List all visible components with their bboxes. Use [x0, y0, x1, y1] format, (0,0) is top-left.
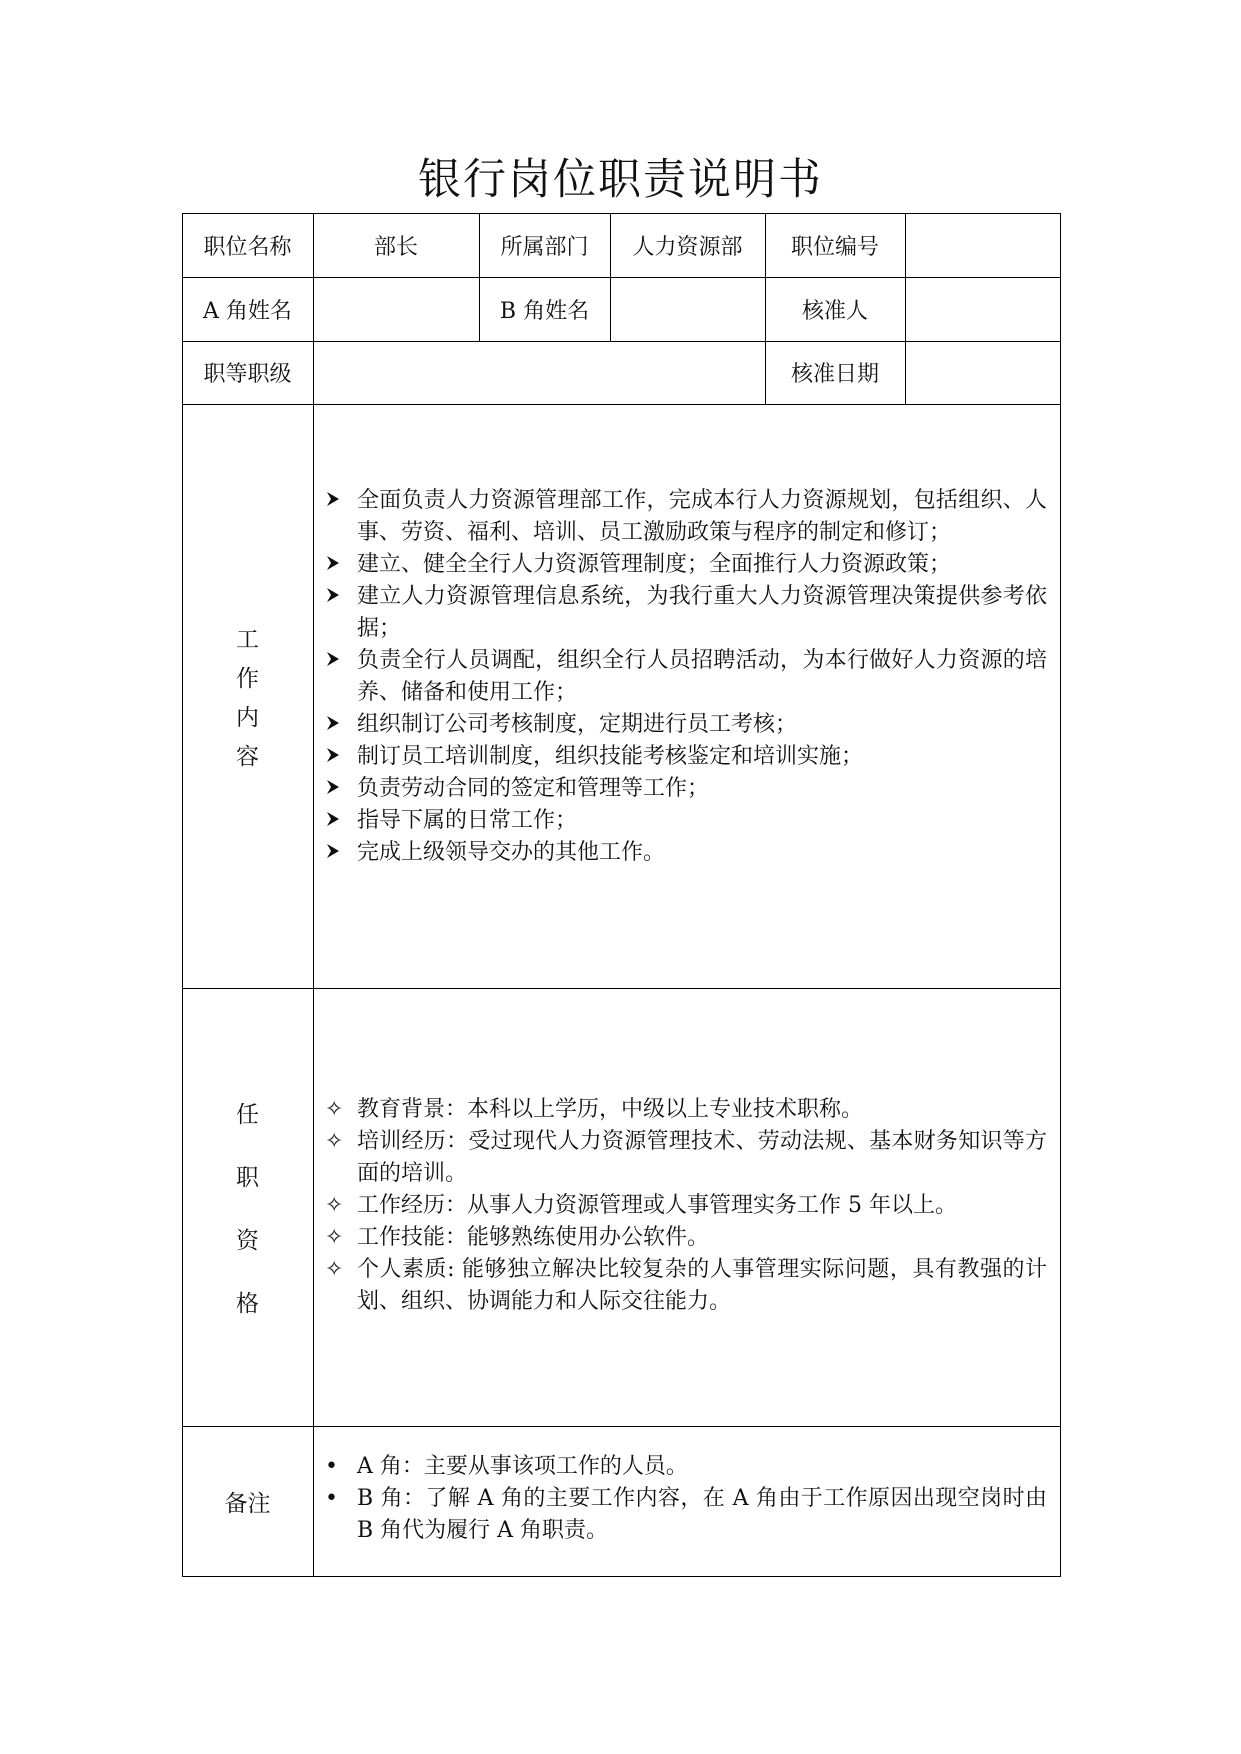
- work-label-char: 容: [236, 744, 259, 770]
- arrow-bullet-icon: [325, 709, 351, 741]
- grade-value: [313, 341, 765, 404]
- work-label-char: 内: [236, 705, 259, 731]
- list-item: • A 角：主要从事该项工作的人员。: [319, 1451, 1047, 1483]
- position-code-value: [905, 213, 1060, 277]
- dot-bullet-icon: •: [325, 1454, 338, 1479]
- role-b-name-label: B 角姓名: [499, 298, 590, 324]
- list-item: 负责劳动合同的签定和管理等工作；: [319, 773, 1047, 805]
- position-name-label: 职位名称: [203, 234, 292, 260]
- role-a-name-value: [313, 277, 479, 341]
- qualifications-label-char: 格: [236, 1291, 259, 1317]
- list-item: 完成上级领导交办的其他工作。: [319, 837, 1047, 869]
- role-b-name-value: [610, 277, 765, 341]
- approval-date-value: [905, 341, 1060, 404]
- qualifications-label-char: 职: [236, 1165, 259, 1191]
- remarks-list: [319, 1451, 1047, 1547]
- qualifications-label-char: 资: [236, 1228, 259, 1254]
- department-value: 人力资源部: [632, 234, 743, 260]
- list-item: ✧ 工作经历：从事人力资源管理或人事管理实务工作 5 年以上。: [319, 1190, 1047, 1222]
- list-item: 指导下属的日常工作；: [319, 805, 1047, 837]
- position-code-label: 职位编号: [790, 234, 879, 260]
- diamond-star-bullet-icon: ✧: [325, 1257, 344, 1282]
- arrow-bullet-icon: [325, 549, 351, 581]
- qualifications-label-char: 任: [236, 1102, 259, 1128]
- list-item: ✧ 工作技能：能够熟练使用办公软件。: [319, 1222, 1047, 1254]
- approval-date-label: 核准日期: [790, 362, 879, 387]
- arrow-bullet-icon: [325, 581, 351, 613]
- role-a-name-label: A 角姓名: [203, 298, 292, 324]
- approver-value: [905, 277, 1060, 341]
- qualifications-list: [319, 1094, 1047, 1318]
- department-label: 所属部门: [500, 234, 589, 260]
- work-content-label: [182, 404, 313, 988]
- list-item: ✧ 个人素质: 能够独立解决比较复杂的人事管理实际问题，具有教强的计划、组织、协调能力和人际交往能力。: [319, 1254, 1047, 1318]
- work-label-char: 工: [236, 627, 259, 653]
- grade-label: 职等职级: [203, 362, 292, 387]
- list-item: 制订员工培训制度，组织技能考核鉴定和培训实施；: [319, 741, 1047, 773]
- position-name-value: 部长: [373, 234, 418, 260]
- list-item: 组织制订公司考核制度，定期进行员工考核；: [319, 709, 1047, 741]
- diamond-star-bullet-icon: ✧: [325, 1097, 344, 1122]
- work-content-list: [319, 485, 1047, 869]
- work-label-char: 作: [236, 666, 259, 692]
- arrow-bullet-icon: [325, 773, 351, 805]
- list-item: 建立、健全全行人力资源管理制度；全面推行人力资源政策；: [319, 549, 1047, 581]
- document-title: 银行岗位职责说明书: [418, 155, 823, 205]
- arrow-bullet-icon: [325, 837, 351, 869]
- dot-bullet-icon: •: [325, 1486, 338, 1511]
- list-item: • B 角：了解 A 角的主要工作内容，在 A 角由于工作原因出现空岗时由 B 角代为履行 A 角职责。: [319, 1483, 1047, 1547]
- arrow-bullet-icon: [325, 805, 351, 837]
- list-item: 负责全行人员调配，组织全行人员招聘活动，为本行做好人力资源的培养、储备和使用工作；: [319, 645, 1047, 709]
- arrow-bullet-icon: [325, 645, 351, 677]
- arrow-bullet-icon: [325, 485, 351, 517]
- remarks-label: 备注: [224, 1490, 271, 1517]
- diamond-star-bullet-icon: ✧: [325, 1193, 344, 1218]
- list-item: 建立人力资源管理信息系统，为我行重大人力资源管理决策提供参考依据；: [319, 581, 1047, 645]
- diamond-star-bullet-icon: ✧: [325, 1225, 344, 1250]
- list-item: ✧ 培训经历：受过现代人力资源管理技术、劳动法规、基本财务知识等方面的培训。: [319, 1126, 1047, 1190]
- list-item: ✧ 教育背景：本科以上学历，中级以上专业技术职称。: [319, 1094, 1047, 1126]
- job-description-table: [182, 213, 1061, 1577]
- qualifications-label: [182, 988, 313, 1426]
- list-item: 全面负责人力资源管理部工作，完成本行人力资源规划，包括组织、人事、劳资、福利、培训、员工激励政策与程序的制定和修订；: [319, 485, 1047, 549]
- arrow-bullet-icon: [325, 741, 351, 773]
- approver-label: 核准人: [801, 298, 868, 324]
- diamond-star-bullet-icon: ✧: [325, 1129, 344, 1154]
